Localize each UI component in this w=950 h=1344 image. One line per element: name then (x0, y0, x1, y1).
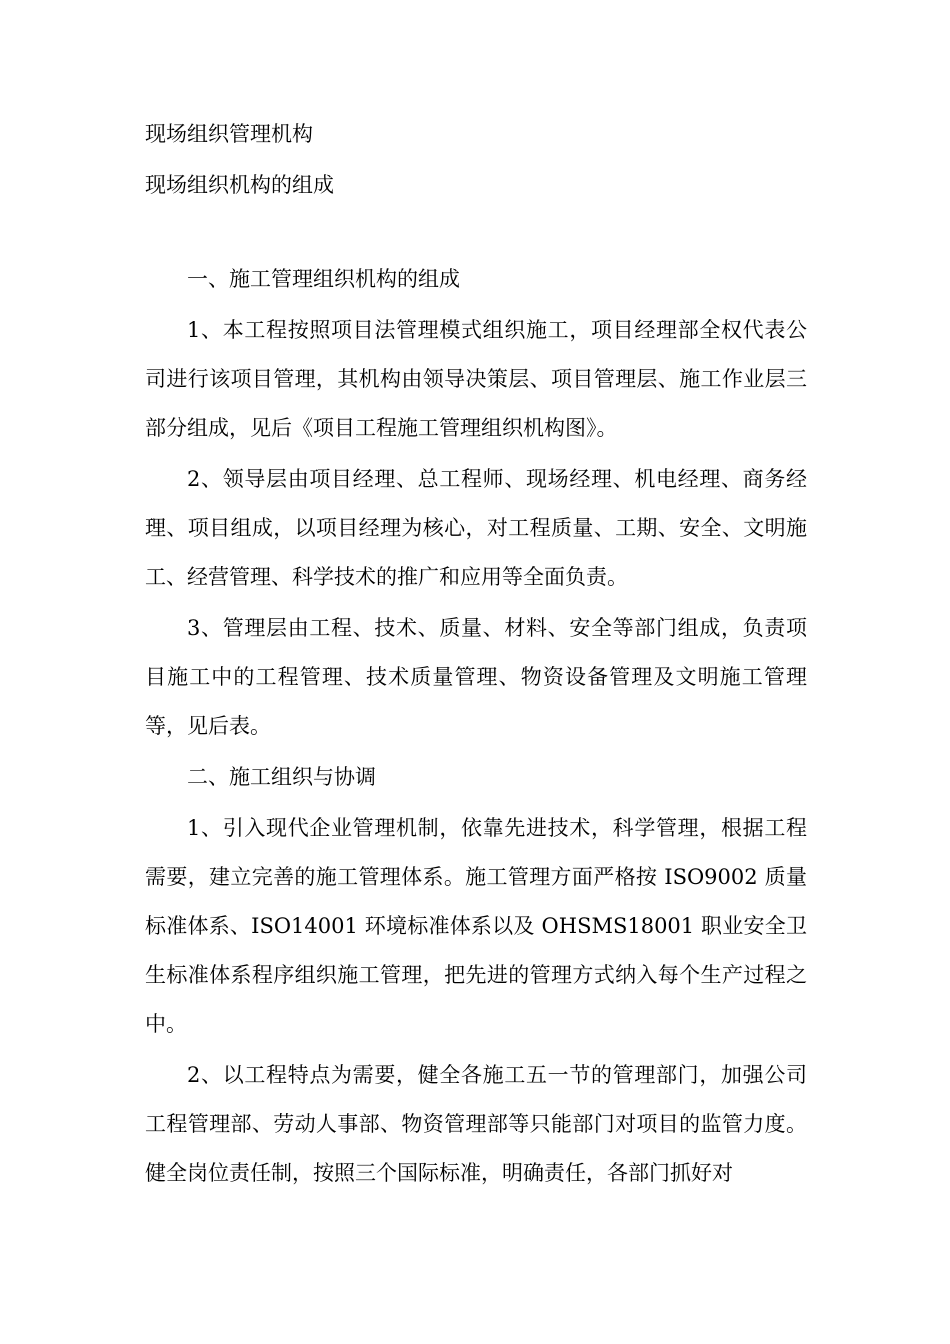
paragraph-1-2: 2、领导层由项目经理、总工程师、现场经理、机电经理、商务经理、项目组成，以项目经理为核心，对工程质量、工期、安全、文明施工、经营管理、科学技术的推广和应用等全面负责。 (145, 467, 807, 589)
paragraph-2-2: 2、以工程特点为需要，健全各施工五一节的管理部门，加强公司工程管理部、劳动人事部、物资管理部等只能部门对项目的监管力度。健全岗位责任制，按照三个国际标准，明确责任，各部门抓好对 (145, 1063, 807, 1185)
document-body (145, 255, 807, 1198)
paragraph-2-1: 1、引入现代企业管理机制，依靠先进技术，科学管理，根据工程需要，建立完善的施工管理体系。施工管理方面严格按 ISO9002 质量标准体系、ISO14001 环境标准体系以及 OHSMS18001 职业安全卫生标准体系程序组织施工管理，把先进的管理方式纳入每个生产过程之中。 (145, 816, 807, 1036)
document-title: 现场组织管理机构 (145, 122, 313, 146)
section-heading-1: 一、施工管理组织机构的组成 (187, 267, 460, 291)
paragraph-1-1: 1、本工程按照项目法管理模式组织施工，项目经理部全权代表公司进行该项目管理，其机构由领导决策层、项目管理层、施工作业层三部分组成，见后《项目工程施工管理组织机构图》。 (145, 318, 807, 440)
document-page (145, 116, 807, 1200)
section-heading-2: 二、施工组织与协调 (187, 765, 376, 789)
document-subtitle: 现场组织机构的组成 (145, 173, 334, 197)
paragraph-1-3: 3、管理层由工程、技术、质量、材料、安全等部门组成，负责项目施工中的工程管理、技术质量管理、物资设备管理及文明施工管理等，见后表。 (145, 616, 807, 738)
